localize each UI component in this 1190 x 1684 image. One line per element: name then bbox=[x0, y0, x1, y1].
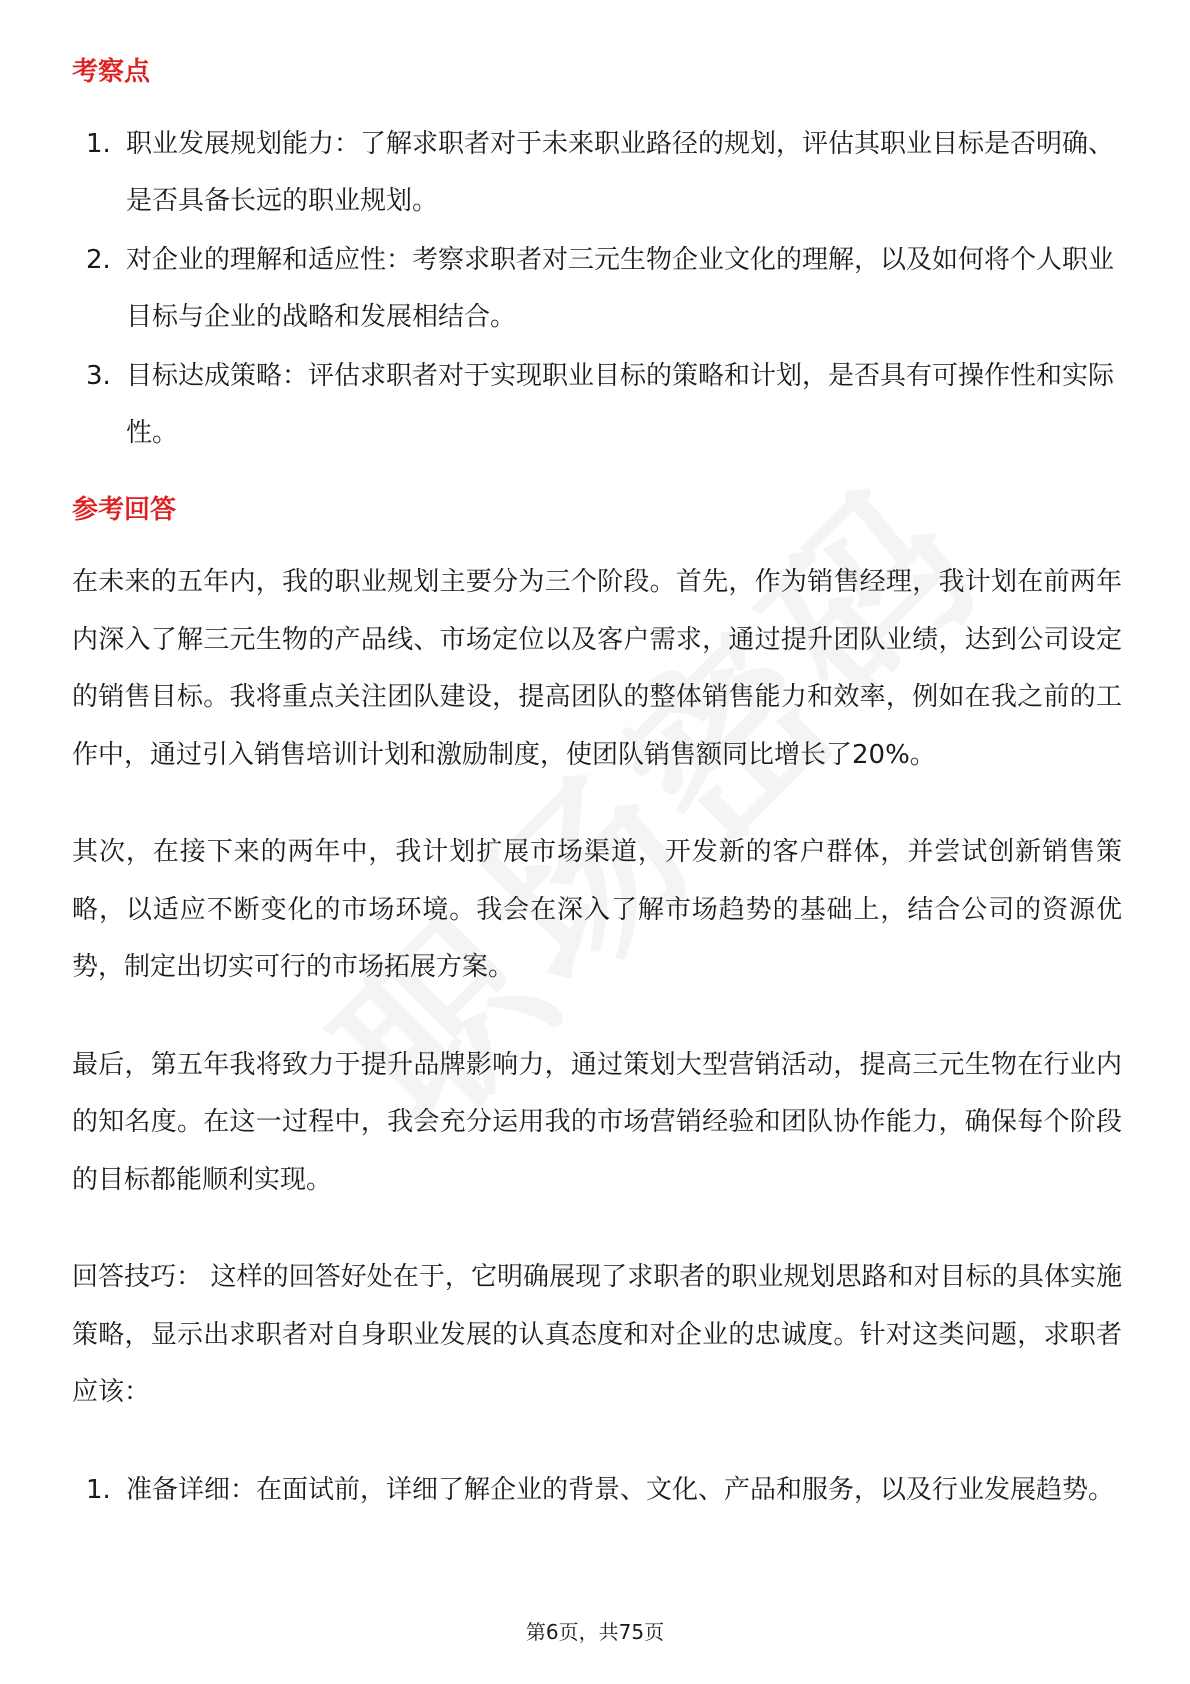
list-item-text: 目标达成策略：评估求职者对于实现职业目标的策略和计划，是否具有可操作性和实际性。 bbox=[126, 361, 1115, 448]
list-item-text: 对企业的理解和适应性：考察求职者对三元生物企业文化的理解，以及如何将个人职业目标与企业的战略和发展相结合。 bbox=[126, 245, 1115, 332]
answer-paragraph: 在未来的五年内，我的职业规划主要分为三个阶段。首先，作为销售经理，我计划在前两年内深入了解三元生物的产品线、市场定位以及客户需求，通过提升团队业绩，达到公司设定的销售目标。我将重点关注团队建设，提高团队的整体销售能力和效率，例如在我之前的工作中，通过引入销售培训计划和激励制度，使团队销售额同比增长了20%。 bbox=[72, 567, 1122, 770]
list-item-text: 职业发展规划能力：了解求职者对于未来职业路径的规划，评估其职业目标是否明确、是否具备长远的职业规划。 bbox=[126, 129, 1115, 216]
list-item-number: 2. bbox=[86, 245, 111, 275]
page-content bbox=[72, 50, 1122, 1521]
section-title-reference-answer: 参考回答 bbox=[72, 495, 177, 525]
tips-list bbox=[72, 1462, 1122, 1519]
answer-paragraph: 最后，第五年我将致力于提升品牌影响力，通过策划大型营销活动，提高三元生物在行业内的知名度。在这一过程中，我会充分运用我的市场营销经验和团队协作能力，确保每个阶段的目标都能顺利实现。 bbox=[72, 1049, 1122, 1195]
list-item-number: 3. bbox=[86, 361, 111, 391]
section-title-assessment: 考察点 bbox=[72, 57, 151, 87]
list-item bbox=[72, 116, 1122, 230]
answer-tips-paragraph: 回答技巧： 这样的回答好处在于，它明确展现了求职者的职业规划思路和对目标的具体实施策略，显示出求职者对自身职业发展的认真态度和对企业的忠诚度。针对这类问题，求职者应该： bbox=[72, 1262, 1122, 1407]
page-number: 第6页，共75页 bbox=[525, 1620, 665, 1644]
list-item-number: 1. bbox=[86, 129, 111, 159]
list-item-text: 准备详细：在面试前，详细了解企业的背景、文化、产品和服务，以及行业发展趋势。 bbox=[126, 1474, 1115, 1505]
list-item bbox=[72, 232, 1122, 346]
answer-paragraph: 其次，在接下来的两年中，我计划扩展市场渠道，开发新的客户群体，并尝试创新销售策略，以适应不断变化的市场环境。我会在深入了解市场趋势的基础上，结合公司的资源优势，制定出切实可行的市场拓展方案。 bbox=[72, 837, 1122, 982]
assessment-list bbox=[72, 116, 1122, 462]
list-item-number: 1. bbox=[86, 1474, 111, 1505]
list-item bbox=[72, 1462, 1122, 1519]
list-item bbox=[72, 348, 1122, 462]
